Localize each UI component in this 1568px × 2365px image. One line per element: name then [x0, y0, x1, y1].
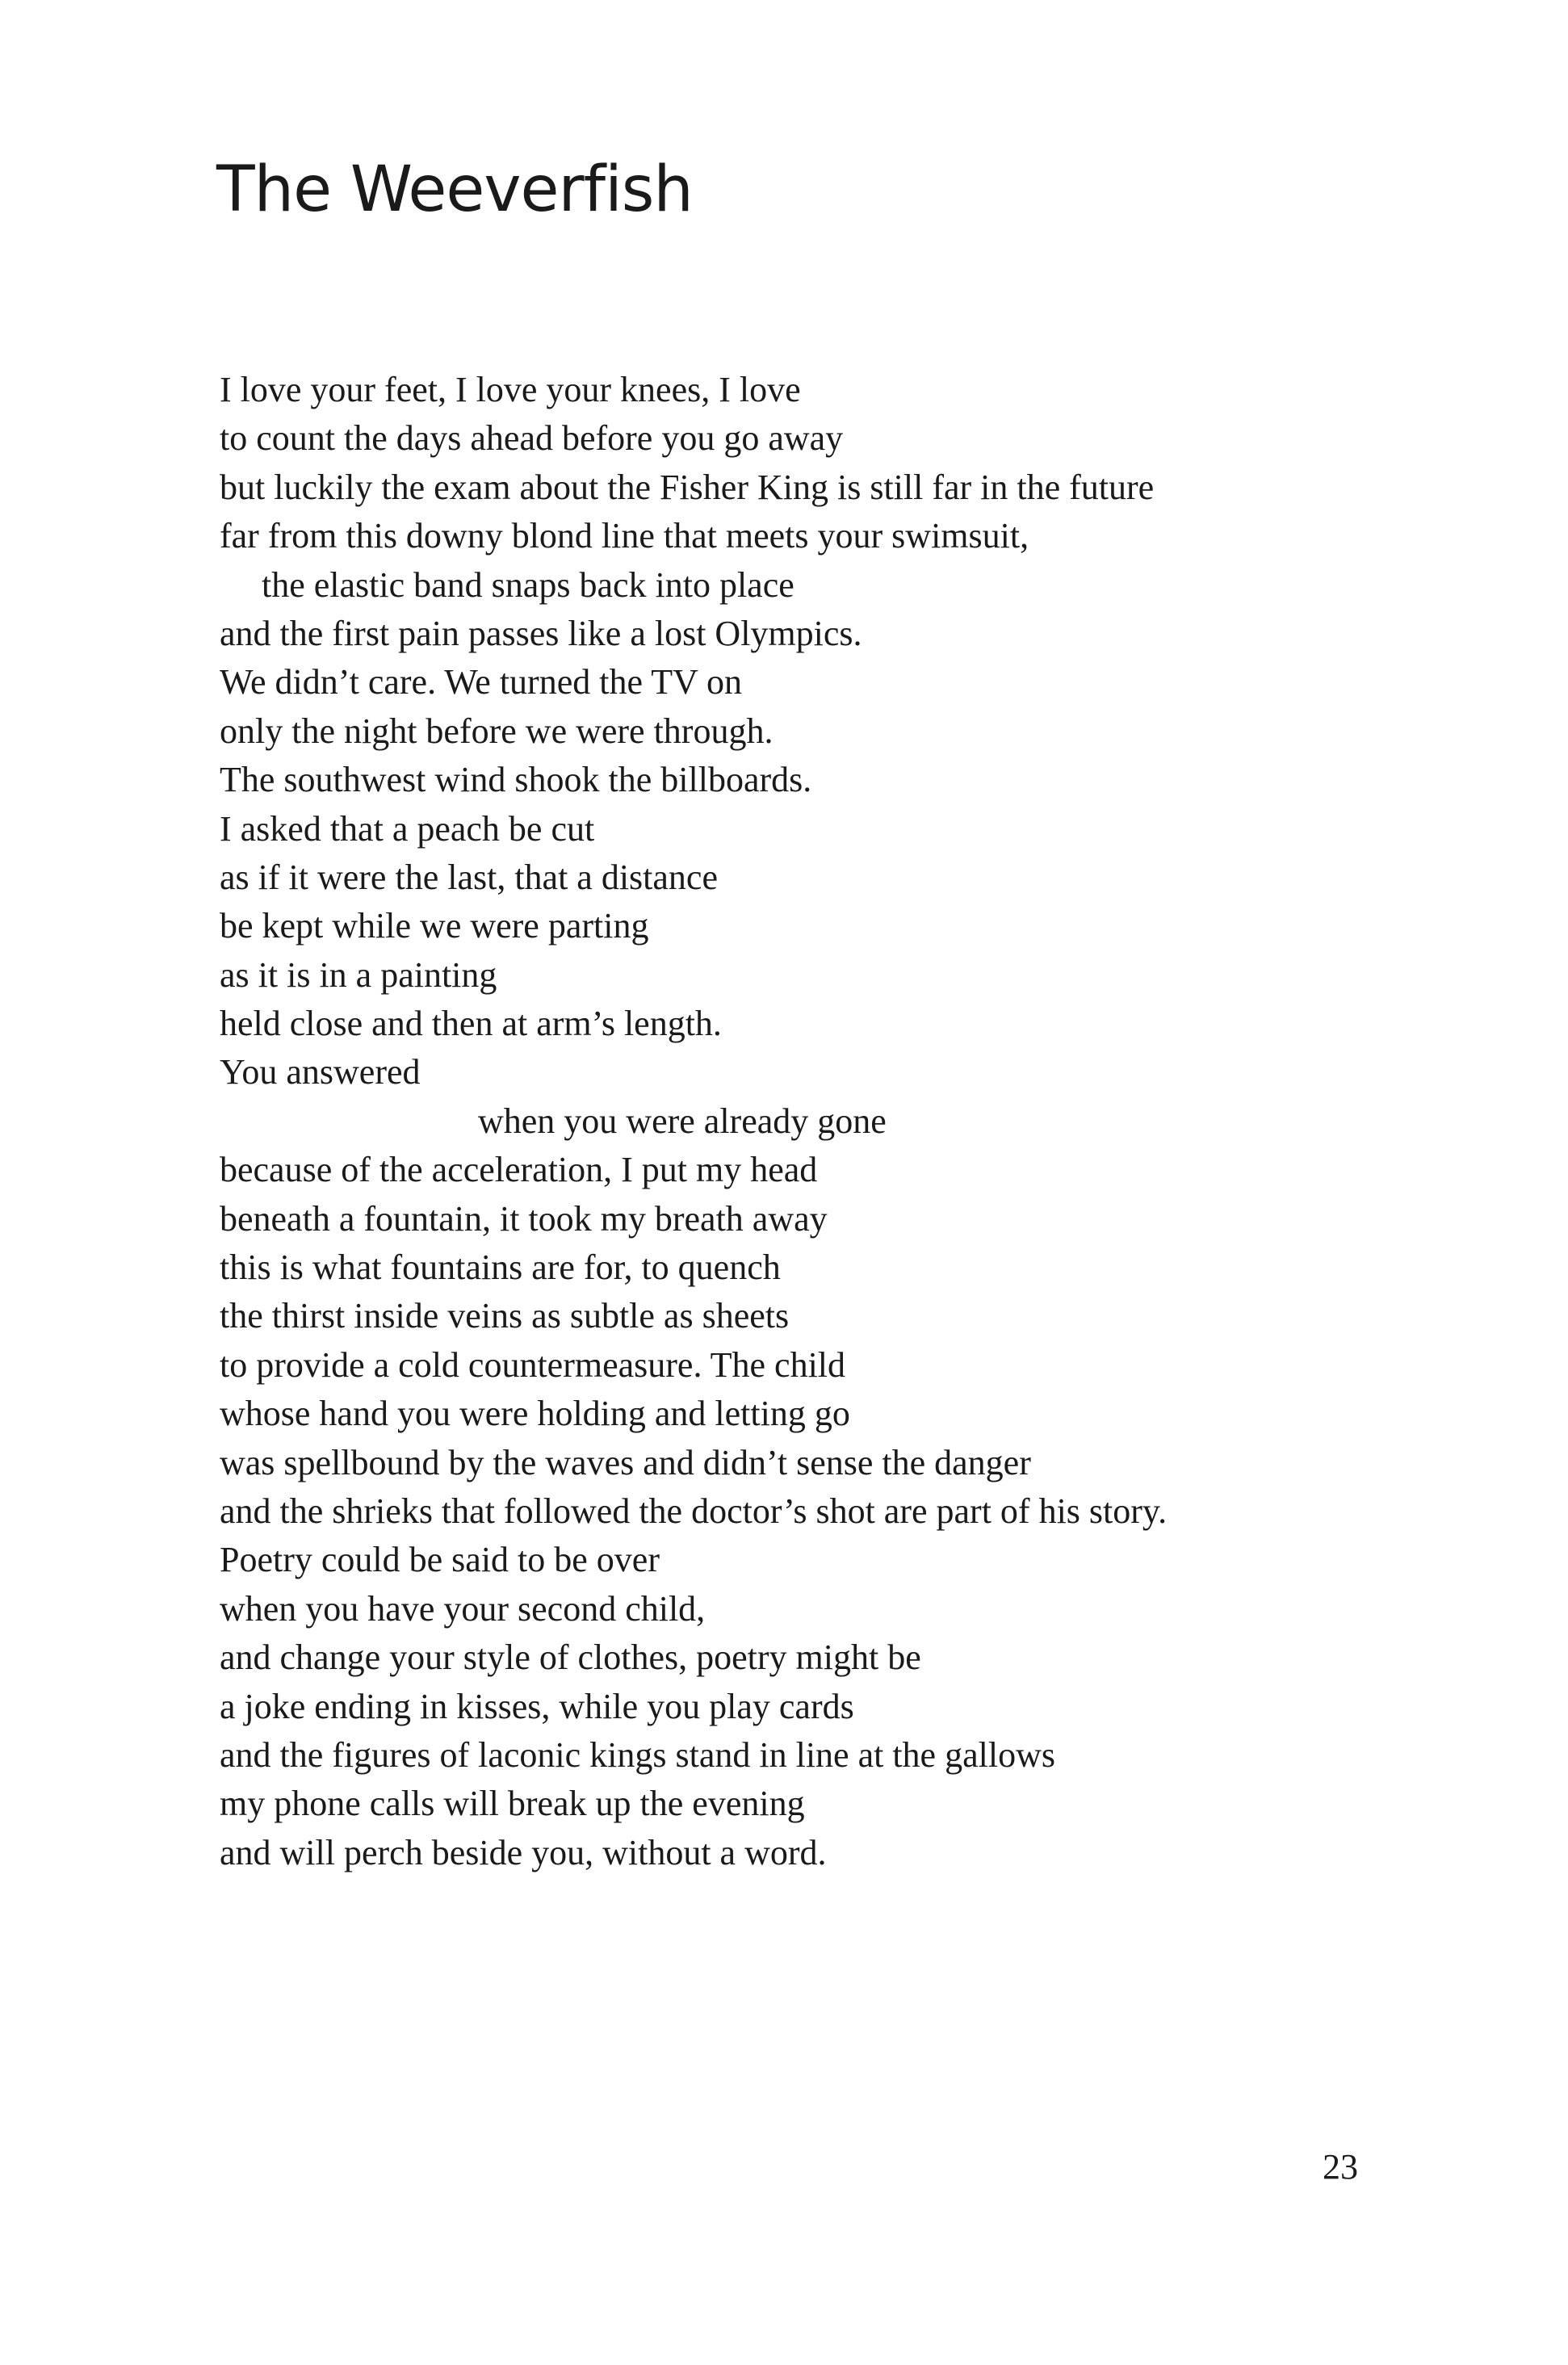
poem-line-indented: the elastic band snaps back into place: [262, 564, 794, 605]
poem-line: when you have your second child,: [220, 1588, 706, 1629]
poem-line: to provide a cold countermeasure. The child: [220, 1344, 846, 1385]
poem-line: as it is in a painting: [220, 954, 497, 995]
poem-line: and change your style of clothes, poetry might be: [220, 1637, 921, 1678]
poem-line: beneath a fountain, it took my breath away: [220, 1198, 828, 1239]
poem-line: and the figures of laconic kings stand in line at the gallows: [220, 1734, 1055, 1775]
poem-line: far from this downy blond line that meets your swimsuit,: [220, 516, 1029, 556]
poem-line: and will perch beside you, without a word.: [220, 1832, 827, 1872]
poem-line: be kept while we were parting: [220, 906, 649, 946]
poem-line: the thirst inside veins as subtle as sheets: [220, 1296, 790, 1336]
poem-line: I asked that a peach be cut: [220, 808, 595, 849]
poem-line: You answered: [220, 1052, 421, 1092]
poem-line: this is what fountains are for, to quench: [220, 1247, 781, 1288]
poem-line: We didn’t care. We turned the TV on: [220, 662, 743, 702]
page-number: 23: [1323, 2147, 1358, 2187]
poem-line: was spellbound by the waves and didn’t sense the danger: [220, 1442, 1031, 1482]
poem-title: The Weeverfish: [216, 153, 693, 226]
poem-body: [220, 366, 1167, 1877]
poem-line: held close and then at arm’s length.: [220, 1004, 722, 1044]
poem-line: but luckily the exam about the Fisher King is still far in the future: [220, 467, 1155, 507]
poem-line: and the shrieks that followed the doctor’s shot are part of his story.: [220, 1491, 1168, 1531]
poem-line: only the night before we were through.: [220, 711, 774, 751]
poem-line: I love your feet, I love your knees, I love: [220, 370, 801, 409]
poem-line-indented: when you were already gone: [478, 1101, 887, 1141]
poem-line: whose hand you were holding and letting go: [220, 1394, 850, 1434]
poem-line: to count the days ahead before you go away: [220, 418, 844, 459]
poem-line: The southwest wind shook the billboards.: [220, 760, 812, 800]
poem-line: Poetry could be said to be over: [220, 1540, 660, 1580]
poem-line: because of the acceleration, I put my head: [220, 1150, 818, 1190]
poem-line: as if it were the last, that a distance: [220, 857, 718, 897]
poem-line: and the first pain passes like a lost Olympics.: [220, 613, 862, 653]
poem-line: a joke ending in kisses, while you play cards: [220, 1686, 854, 1726]
poem-line: my phone calls will break up the evening: [220, 1784, 805, 1824]
